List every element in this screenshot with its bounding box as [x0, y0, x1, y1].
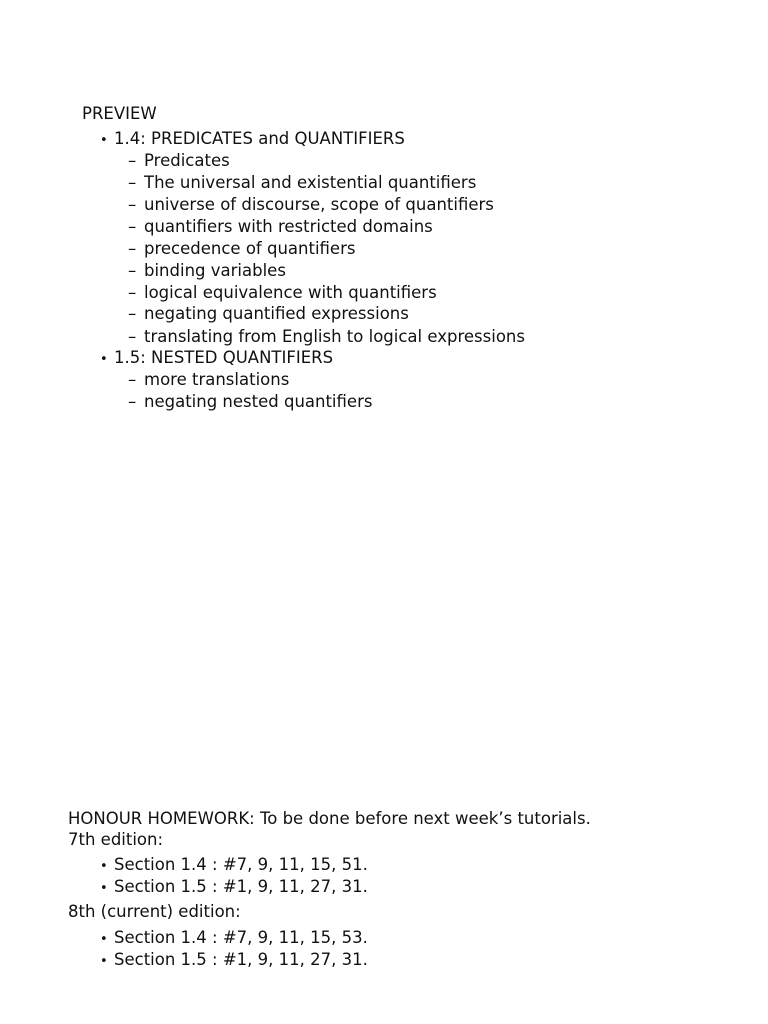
homework-item: [100, 928, 368, 950]
dash-icon: –: [128, 283, 137, 302]
dash-icon: –: [128, 370, 137, 389]
subtopic-item: [128, 370, 289, 390]
bullet-icon: •: [100, 352, 108, 367]
subtopic-text: The universal and existential quantifiers: [144, 173, 477, 192]
subtopic-item: [128, 195, 494, 215]
homework-item: [100, 950, 368, 972]
homework-text: Section 1.5 : #1, 9, 11, 27, 31.: [114, 950, 368, 969]
bullet-icon: •: [100, 932, 108, 947]
subtopic-text: logical equivalence with quantifiers: [144, 283, 437, 302]
subtopic-item: [128, 173, 476, 193]
section-1-4-item: [100, 129, 405, 151]
bullet-icon: •: [100, 954, 108, 969]
subtopic-item: [128, 217, 433, 237]
section-1-4-title: 1.4: PREDICATES and QUANTIFIERS: [114, 129, 405, 148]
subtopic-text: more translations: [144, 370, 290, 389]
subtopic-text: Predicates: [144, 151, 230, 170]
subtopic-text: precedence of quantifiers: [144, 239, 356, 258]
subtopic-text: negating quantified expressions: [144, 304, 409, 323]
subtopic-item: [128, 239, 355, 259]
section-1-5-title: 1.5: NESTED QUANTIFIERS: [114, 348, 334, 367]
dash-icon: –: [128, 173, 137, 192]
homework-text: Section 1.4 : #7, 9, 11, 15, 53.: [114, 928, 368, 947]
edition-7-label: 7th edition:: [68, 830, 164, 849]
bullet-icon: •: [100, 881, 108, 896]
homework-text: Section 1.5 : #1, 9, 11, 27, 31.: [114, 877, 368, 896]
bullet-icon: •: [100, 133, 108, 148]
subtopic-item: [128, 304, 409, 324]
dash-icon: –: [128, 327, 137, 346]
subtopic-item: [128, 151, 230, 171]
dash-icon: –: [128, 392, 137, 411]
dash-icon: –: [128, 304, 137, 323]
subtopic-item: [128, 283, 437, 303]
homework-heading: HONOUR HOMEWORK: To be done before next week’s tutorials.: [68, 809, 591, 828]
edition-8-label: 8th (current) edition:: [68, 902, 241, 921]
subtopic-text: translating from English to logical expressions: [144, 327, 525, 346]
bullet-icon: •: [100, 859, 108, 874]
subtopic-text: quantifiers with restricted domains: [144, 217, 433, 236]
dash-icon: –: [128, 261, 137, 280]
homework-item: [100, 877, 368, 899]
homework-item: [100, 855, 368, 877]
dash-icon: –: [128, 195, 137, 214]
subtopic-text: negating nested quantifiers: [144, 392, 373, 411]
dash-icon: –: [128, 239, 137, 258]
preview-heading: PREVIEW: [82, 104, 157, 123]
section-1-5-item: [100, 348, 333, 370]
dash-icon: –: [128, 217, 137, 236]
dash-icon: –: [128, 151, 137, 170]
homework-text: Section 1.4 : #7, 9, 11, 15, 51.: [114, 855, 368, 874]
subtopic-text: binding variables: [144, 261, 286, 280]
subtopic-item: [128, 392, 372, 412]
subtopic-item: [128, 261, 286, 281]
subtopic-item: [128, 327, 525, 347]
subtopic-text: universe of discourse, scope of quantifiers: [144, 195, 494, 214]
